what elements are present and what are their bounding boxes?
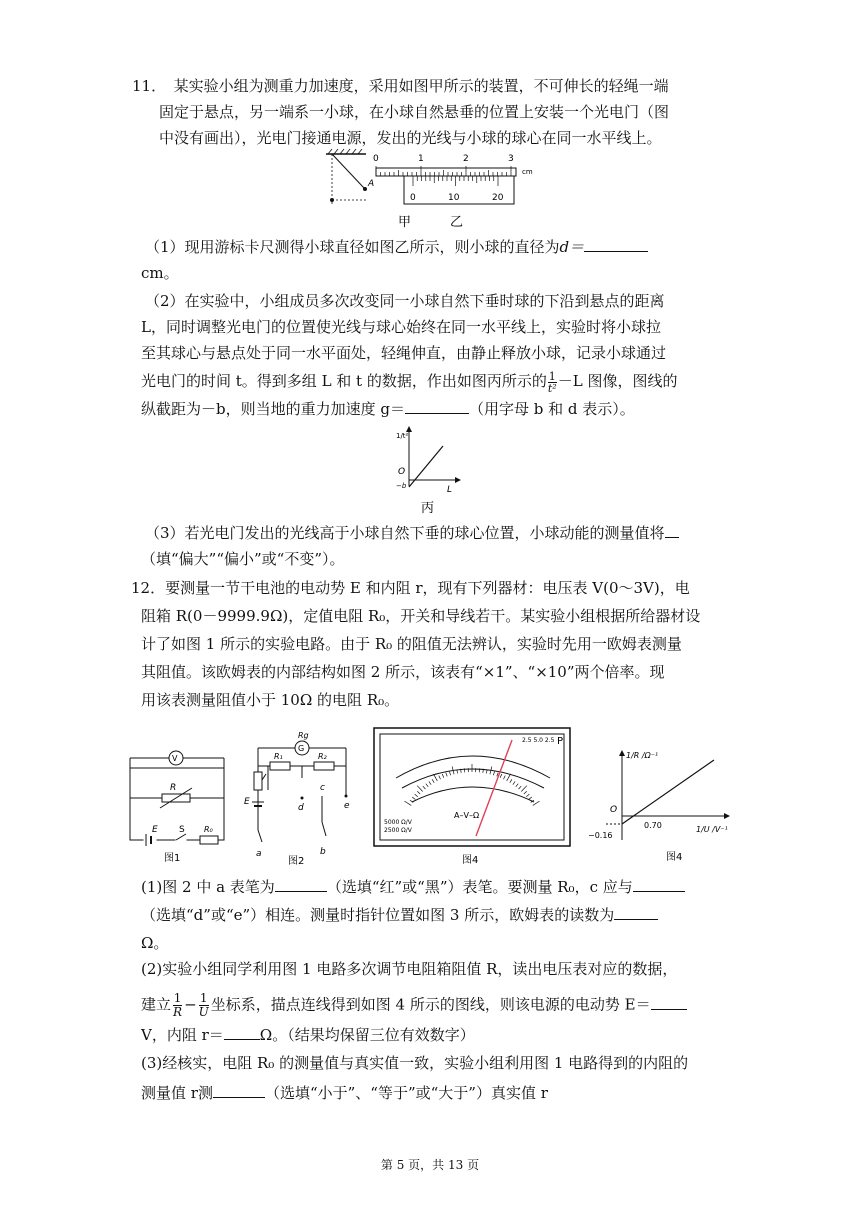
q11-p2b: L，同时调整光电门的位置使光线与球心始终在同一水平线上，实验时将小球拉: [141, 318, 661, 336]
fig2-a-label: a: [256, 849, 262, 859]
meter-label: A–V–Ω: [454, 811, 480, 820]
bing-x-label: L: [447, 485, 453, 495]
figure-2-ohmmeter: [240, 730, 362, 866]
bing-intercept: −b: [396, 482, 407, 490]
q12-p1a: (1)图 2 中 a 表笔为 （选填“红”或“黑”）表笔。要测量 R₀，c 应与: [141, 876, 685, 898]
vernier-tick: 20: [492, 193, 504, 203]
bing-y-label: 1/t²: [396, 432, 409, 440]
fig1-voltmeter-label: V: [172, 754, 178, 763]
q11-p2c: 至其球心与悬点处于同一水平面处，轻绳伸直，由静止释放小球，记录小球通过: [141, 344, 667, 362]
vernier-tick: 10: [448, 193, 460, 203]
main-scale-unit: cm: [522, 168, 533, 176]
fig2-e-label: e: [344, 801, 350, 811]
q11-line3: 中没有画出），光电门接通电源，发出的光线与小球的球心在同一水平线上。: [159, 129, 662, 147]
meter-note-1: 5000 Ω/V: [384, 819, 412, 826]
fig-bing-label: 丙: [421, 501, 435, 516]
q11-p1: （1）现用游标卡尺测得小球直径如图乙所示，则小球的直径为d＝: [145, 236, 648, 258]
fig2-b-label: b: [320, 847, 326, 857]
q12-line1: 12．要测量一节干电池的电动势 E 和内阻 r，现有下列器材：电压表 V(0～3V)，电: [131, 579, 690, 597]
q12-p3b: 测量值 r测 （选填“小于”、“等于”或“大于”）真实值 r: [141, 1084, 548, 1102]
q11-line1: 11． 某实验小组为测重力加速度，采用如图甲所示的装置，不可伸长的轻绳一端: [132, 77, 669, 95]
bing-origin: O: [398, 467, 406, 477]
q12-p1d: Ω。: [141, 934, 169, 952]
q12-p2b: 建立 $\frac{1}{R}$ − $\frac{1}{U}$ 坐标系，描点连线得到如图 4 所示的图线，则该电源的电动势 E＝: [141, 992, 687, 1019]
figure-bing: [395, 424, 465, 516]
q11-p2f: 纵截距为－b，则当地的重力加速度 g＝ （用字母 b 和 d 表示）。: [141, 400, 635, 418]
q11-p3b: （填“偏大”“偏小”或“不变”）。: [141, 550, 345, 568]
main-scale-tick: 3: [508, 154, 514, 164]
figure-4-graph: [586, 746, 736, 866]
fig-yi-label: 乙: [450, 215, 464, 230]
page-footer: 第 5 页，共 13 页: [380, 1158, 480, 1172]
fig4-x-intercept: 0.70: [644, 821, 662, 830]
fig2-c-label: c: [320, 783, 325, 793]
q11-p1-unit: cm。: [141, 264, 179, 282]
q12-line5: 用该表测量阻值小于 10Ω 的电阻 R₀。: [141, 691, 400, 709]
fig4-caption: 图4: [666, 852, 683, 863]
fig3-caption: 图4: [462, 855, 479, 866]
figure-3-meter: [372, 726, 572, 866]
q11-line2: 固定于悬点，另一端系一小球，在小球自然悬垂的位置上安装一个光电门（图: [159, 103, 670, 121]
fig2-Rg-label: Rg: [298, 731, 309, 740]
fig2-caption: 图2: [288, 856, 305, 866]
fig1-R0-label: R₀: [204, 825, 213, 834]
q11-p3a: （3）若光电门发出的光线高于小球自然下垂的球心位置，小球动能的测量值将: [145, 522, 679, 544]
q12-p2a: (2)实验小组同学利用图 1 电路多次调节电阻箱阻值 R，读出电压表对应的数据，: [141, 960, 678, 978]
q12-p1c: （选填“d”或“e”）相连。测量时指针位置如图 3 所示，欧姆表的读数为: [141, 904, 658, 926]
ball-label: A: [368, 179, 375, 189]
fig2-R1-label: R₁: [274, 752, 283, 761]
meter-note-2: 2500 Ω/V: [384, 827, 412, 834]
meter-P-label: P: [557, 736, 564, 747]
figure-1-circuit: [124, 748, 232, 866]
fig4-x-label: 1/U /V⁻¹: [696, 825, 728, 834]
q12-p3a: (3)经核实，电阻 R₀ 的测量值与真实值一致，实验小组利用图 1 电路得到的内阻的: [141, 1054, 689, 1072]
q12-p2d: V，内阻 r＝ Ω。（结果均保留三位有效数字）: [141, 1026, 475, 1044]
fig2-E-label: E: [244, 797, 250, 807]
fig1-caption: 图1: [164, 853, 181, 864]
fig4-y-label: 1/R /Ω⁻¹: [626, 751, 659, 760]
fig1-E-label: E: [152, 825, 158, 835]
q11-p2d: 光电门的时间 t。得到多组 L 和 t 的数据，作出如图丙所示的 $\frac{1}{\text{t²}}$ －L 图像，图线的: [141, 369, 678, 395]
figure-jia-yi: [318, 146, 548, 230]
main-scale-tick: 0: [373, 154, 379, 164]
meter-top-scale: 2.5 5.0 2.5: [522, 737, 555, 744]
fig2-d-label: d: [298, 803, 304, 813]
q11-p2a: （2）在实验中，小组成员多次改变同一小球自然下垂时球的下沿到悬点的距离: [145, 292, 665, 310]
vernier-tick: 0: [410, 193, 416, 203]
fig1-R-label: R: [170, 783, 177, 793]
main-scale-tick: 2: [463, 154, 469, 164]
q12-line4: 其阻值。该欧姆表的内部结构如图 2 所示，该表有“×1”、“×10”两个倍率。现: [141, 663, 665, 681]
fig-jia-label: 甲: [398, 215, 412, 230]
fig4-y-intercept: −0.16: [588, 831, 613, 840]
fig1-S-label: S: [179, 825, 185, 835]
q12-line2: 阻箱 R(0－9999.9Ω)，定值电阻 R₀，开关和导线若干。某实验小组根据所给器材设: [141, 607, 701, 625]
fig2-R2-label: R₂: [318, 752, 327, 761]
fig2-galvanometer-label: G: [298, 744, 305, 753]
q12-line3: 计了如图 1 所示的实验电路。由于 R₀ 的阻值无法辨认，实验时先用一欧姆表测量: [141, 635, 682, 653]
fig4-origin: O: [610, 805, 618, 815]
main-scale-tick: 1: [418, 154, 424, 164]
